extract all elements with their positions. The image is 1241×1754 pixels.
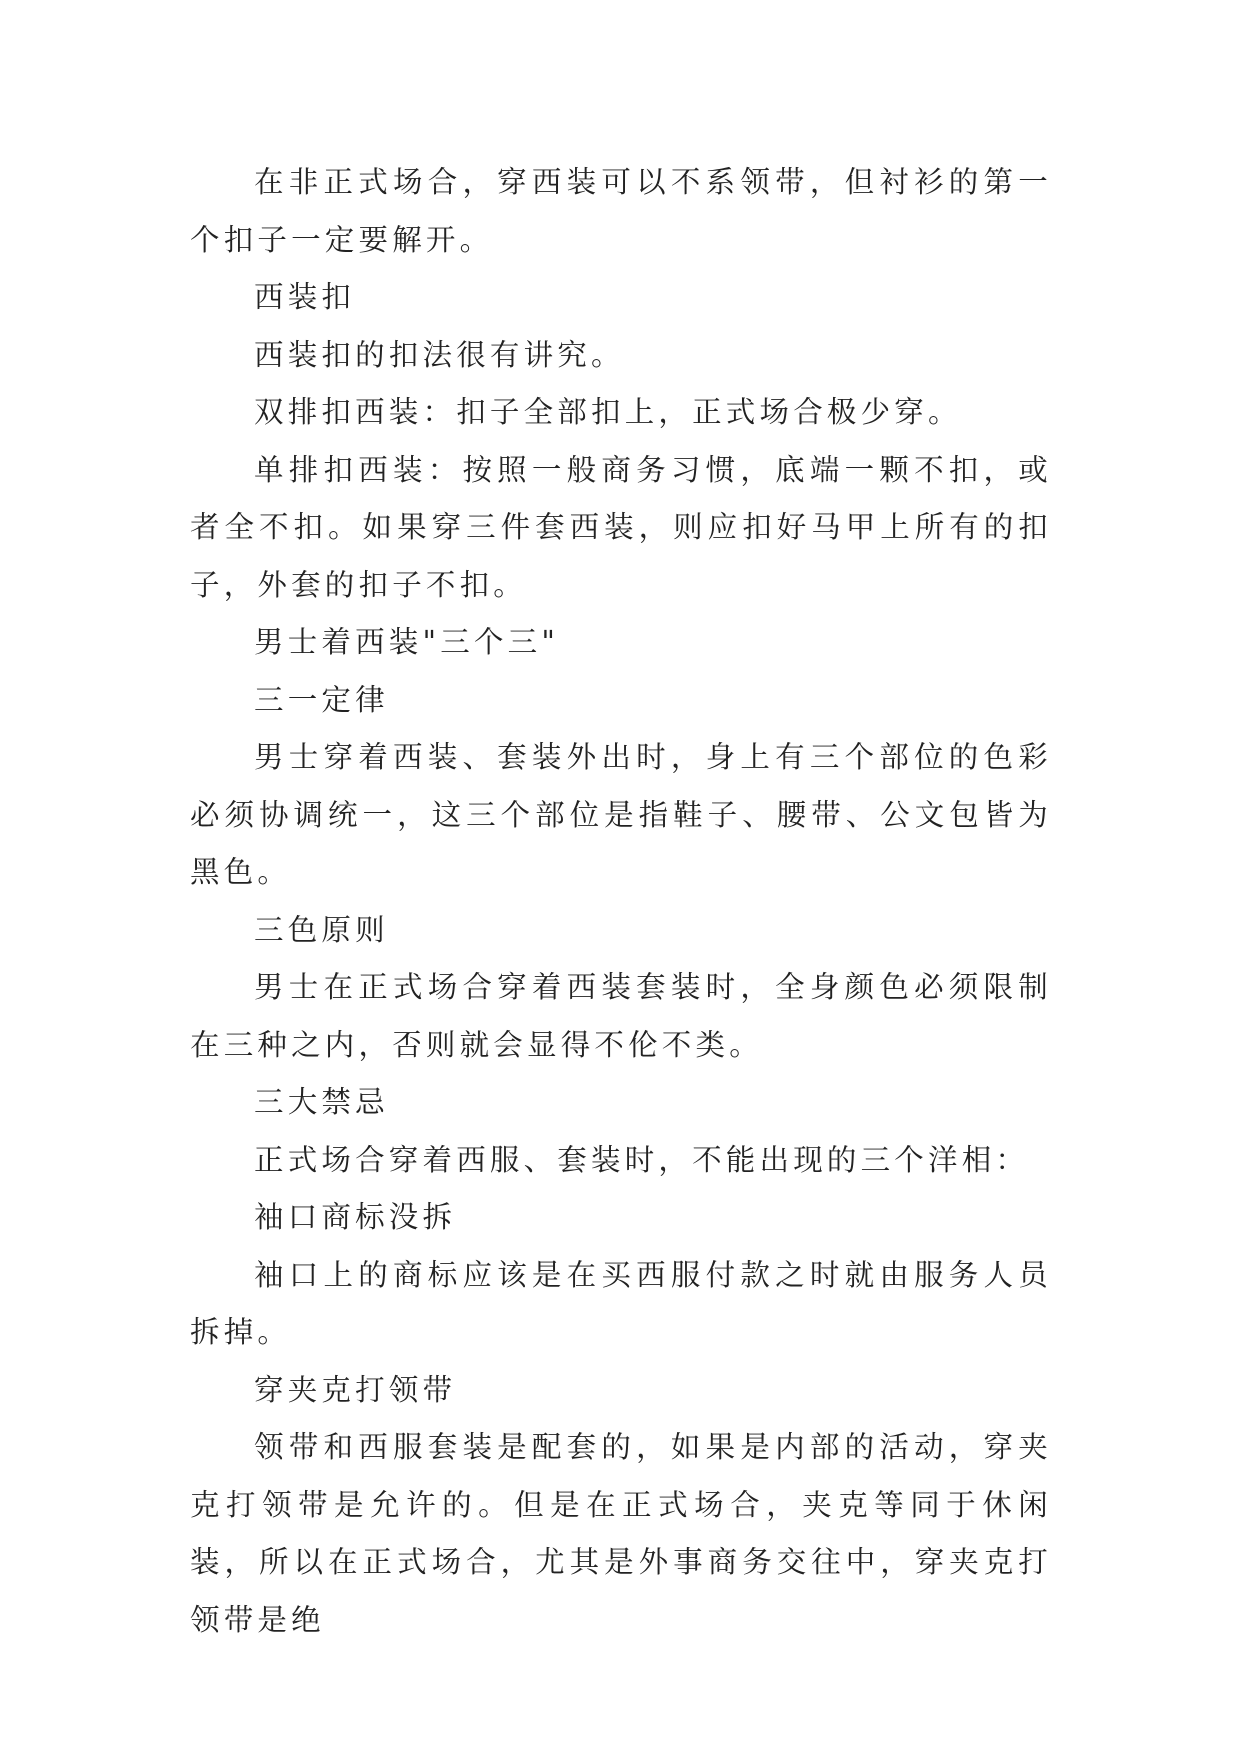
- paragraph-sleeve-label: 袖口上的商标应该是在买西服付款之时就由服务人员拆掉。: [190, 1257, 1052, 1349]
- heading-three-threes: 男士着西装"三个三": [254, 625, 560, 659]
- document-body: [190, 154, 1052, 1649]
- paragraph-single-breasted: 单排扣西装：按照一般商务习惯，底端一颗不扣，或者全不扣。如果穿三件套西装，则应扣好马甲上所有的扣子，外套的扣子不扣。: [190, 452, 1052, 602]
- heading-rule-of-three: 三一定律: [254, 682, 389, 717]
- paragraph-rule-of-three: 男士穿着西装、套装外出时，身上有三个部位的色彩必须协调统一，这三个部位是指鞋子、腰带、公文包皆为黑色。: [190, 740, 1052, 889]
- paragraph-button-method: 西装扣的扣法很有讲究。: [254, 337, 625, 372]
- heading-jacket-tie: 穿夹克打领带: [254, 1372, 457, 1407]
- paragraph-three-taboos: 正式场合穿着西服、套装时，不能出现的三个洋相：: [254, 1142, 1030, 1177]
- paragraph-jacket-tie: 领带和西服套装是配套的，如果是内部的活动，穿夹克打领带是允许的。但是在正式场合，夹克等同于休闲装，所以在正式场合，尤其是外事商务交往中，穿夹克打领带是绝: [190, 1430, 1052, 1637]
- heading-sleeve-label: 袖口商标没拆: [254, 1200, 457, 1234]
- paragraph-double-breasted: 双排扣西装：扣子全部扣上，正式场合极少穿。: [254, 395, 962, 429]
- heading-suit-buttons: 西装扣: [254, 280, 356, 314]
- heading-three-color-principle: 三色原则: [254, 912, 389, 947]
- paragraph-informal-occasion: 在非正式场合，穿西装可以不系领带，但衬衫的第一个扣子一定要解开。: [190, 165, 1052, 257]
- heading-three-taboos: 三大禁忌: [254, 1085, 389, 1119]
- paragraph-three-color-principle: 男士在正式场合穿着西装套装时，全身颜色必须限制在三种之内，否则就会显得不伦不类。: [190, 970, 1052, 1062]
